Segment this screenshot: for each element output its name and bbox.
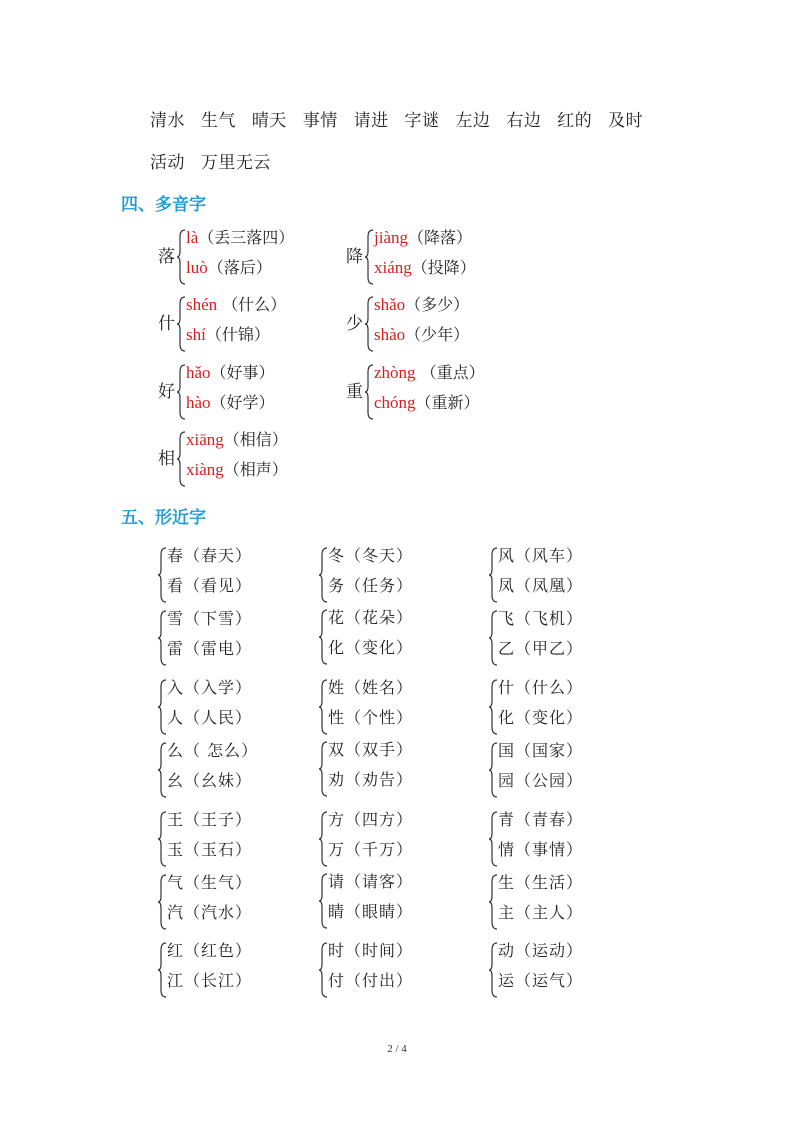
polyphone-char: 重 xyxy=(346,382,363,402)
brace-icon xyxy=(318,609,328,665)
pinyin: shǎo xyxy=(374,295,406,314)
reading-row xyxy=(186,430,288,450)
reading-row xyxy=(186,363,275,383)
char-entry: 汽（汽水） xyxy=(167,903,253,922)
similar-char-pair xyxy=(488,809,638,869)
pinyin: shí xyxy=(186,325,206,344)
word: 晴天 xyxy=(251,111,287,131)
similar-char-pair xyxy=(318,940,468,1000)
example-word: （多少） xyxy=(405,295,470,314)
char-entry: 乙（甲乙） xyxy=(498,639,584,658)
similar-char-pair xyxy=(157,740,307,800)
brace-icon xyxy=(488,742,498,798)
brace-icon xyxy=(157,679,167,735)
page-number: 2 / 4 xyxy=(387,1043,407,1055)
similar-char-pair xyxy=(488,740,638,800)
pinyin: xiāng xyxy=(186,430,224,449)
char-entry: 双（双手） xyxy=(328,740,414,759)
pinyin: là xyxy=(186,228,199,247)
char-entry: 动（运动） xyxy=(498,941,584,960)
pinyin: jiàng xyxy=(374,228,408,247)
brace-icon xyxy=(364,364,374,420)
reading-row xyxy=(186,393,275,413)
example-word: （降落） xyxy=(408,228,473,247)
char-entry: 时（时间） xyxy=(328,941,414,960)
char-entry: 运（运气） xyxy=(498,971,584,990)
polyphone-char: 降 xyxy=(346,247,363,267)
brace-icon xyxy=(364,229,374,285)
char-entry: 情（事情） xyxy=(498,840,584,859)
brace-icon xyxy=(318,811,328,867)
char-entry: 冬（冬天） xyxy=(328,546,414,565)
pinyin: hǎo xyxy=(186,363,211,382)
example-word: （相信） xyxy=(223,430,288,449)
char-entry: 雪（下雪） xyxy=(167,609,253,628)
word: 红的 xyxy=(557,111,593,131)
char-entry: 么（ 怎么） xyxy=(167,741,259,760)
char-entry: 春（春天） xyxy=(167,546,253,565)
char-entry: 青（青春） xyxy=(498,810,584,829)
pinyin: hào xyxy=(186,393,211,412)
example-word: （重点） xyxy=(415,363,485,382)
brace-icon xyxy=(488,610,498,666)
pinyin: chóng xyxy=(374,393,416,412)
reading-row xyxy=(186,460,288,480)
reading-row xyxy=(186,228,294,248)
word-list-line-1 xyxy=(150,106,653,131)
char-entry: 江（长江） xyxy=(167,971,253,990)
brace-icon xyxy=(176,296,186,352)
similar-char-pair xyxy=(318,545,468,605)
char-entry: 人（人民） xyxy=(167,708,253,727)
section-heading-polyphones: 四、多音字 xyxy=(121,195,206,215)
char-entry: 凤（凤凰） xyxy=(498,576,584,595)
example-word: （好学） xyxy=(210,393,275,412)
word: 字谜 xyxy=(404,111,440,131)
word: 左边 xyxy=(455,111,491,131)
word: 万里无云 xyxy=(200,153,271,173)
example-word: （落后） xyxy=(207,258,272,277)
pinyin: xiáng xyxy=(374,258,412,277)
similar-char-pair xyxy=(157,545,307,605)
polyphone-char: 少 xyxy=(346,314,363,334)
char-entry: 化（变化） xyxy=(498,708,584,727)
char-entry: 国（国家） xyxy=(498,741,584,760)
polyphone-group xyxy=(346,294,586,354)
example-word: （什锦） xyxy=(205,325,270,344)
char-entry: 花（花朵） xyxy=(328,608,414,627)
brace-icon xyxy=(176,364,186,420)
reading-row xyxy=(374,363,485,383)
reading-row xyxy=(374,258,476,278)
example-word: （少年） xyxy=(405,325,470,344)
char-entry: 入（入学） xyxy=(167,678,253,697)
similar-char-pair xyxy=(488,872,638,932)
similar-char-pair xyxy=(157,809,307,869)
char-entry: 王（王子） xyxy=(167,810,253,829)
brace-icon xyxy=(488,547,498,603)
word: 请进 xyxy=(353,111,389,131)
reading-row xyxy=(186,258,272,278)
similar-char-pair xyxy=(488,608,638,668)
word-list-line-2 xyxy=(150,148,281,173)
example-word: （投降） xyxy=(411,258,476,277)
example-word: （重新） xyxy=(415,393,480,412)
pinyin: shén xyxy=(186,295,218,314)
char-entry: 气（生气） xyxy=(167,873,253,892)
brace-icon xyxy=(318,741,328,797)
brace-icon xyxy=(157,742,167,798)
char-entry: 劝（劝告） xyxy=(328,770,414,789)
example-word: （丢三落四） xyxy=(198,228,295,247)
brace-icon xyxy=(364,296,374,352)
similar-char-pair xyxy=(157,940,307,1000)
char-entry: 姓（姓名） xyxy=(328,678,414,697)
brace-icon xyxy=(318,547,328,603)
polyphone-char: 什 xyxy=(158,314,175,334)
brace-icon xyxy=(488,942,498,998)
reading-row xyxy=(374,295,469,315)
pinyin: shào xyxy=(374,325,406,344)
word: 生气 xyxy=(200,111,236,131)
char-entry: 幺（幺妹） xyxy=(167,771,253,790)
brace-icon xyxy=(157,610,167,666)
char-entry: 玉（玉石） xyxy=(167,840,253,859)
similar-char-pair xyxy=(488,545,638,605)
similar-char-pair xyxy=(318,871,468,931)
char-entry: 请（请客） xyxy=(328,872,414,891)
section-heading-similar-characters: 五、形近字 xyxy=(121,508,206,528)
char-entry: 化（变化） xyxy=(328,638,414,657)
word: 及时 xyxy=(608,111,644,131)
char-entry: 方（四方） xyxy=(328,810,414,829)
brace-icon xyxy=(176,431,186,487)
char-entry: 务（任务） xyxy=(328,576,414,595)
example-word: （什么） xyxy=(217,295,287,314)
brace-icon xyxy=(318,873,328,929)
polyphone-char: 相 xyxy=(158,449,175,469)
char-entry: 风（风车） xyxy=(498,546,584,565)
similar-char-pair xyxy=(157,872,307,932)
char-entry: 雷（雷电） xyxy=(167,639,253,658)
brace-icon xyxy=(176,229,186,285)
similar-char-pair xyxy=(488,677,638,737)
brace-icon xyxy=(488,811,498,867)
pinyin: luò xyxy=(186,258,208,277)
reading-row xyxy=(374,228,472,248)
polyphone-char: 落 xyxy=(158,247,175,267)
reading-row xyxy=(186,325,270,345)
similar-char-pair xyxy=(318,739,468,799)
word: 事情 xyxy=(302,111,338,131)
char-entry: 付（付出） xyxy=(328,971,414,990)
polyphone-group xyxy=(346,362,586,422)
brace-icon xyxy=(318,942,328,998)
similar-char-pair xyxy=(318,809,468,869)
brace-icon xyxy=(318,679,328,735)
example-word: （好事） xyxy=(210,363,275,382)
pinyin: xiàng xyxy=(186,460,224,479)
word: 右边 xyxy=(506,111,542,131)
similar-char-pair xyxy=(157,608,307,668)
reading-row xyxy=(186,295,286,315)
polyphone-char: 好 xyxy=(158,382,175,402)
polyphone-group xyxy=(158,429,398,489)
brace-icon xyxy=(488,874,498,930)
brace-icon xyxy=(157,811,167,867)
brace-icon xyxy=(488,679,498,735)
word: 清水 xyxy=(150,111,185,131)
similar-char-pair xyxy=(318,607,468,667)
char-entry: 性（个性） xyxy=(328,708,414,727)
char-entry: 生（生活） xyxy=(498,873,584,892)
example-word: （相声） xyxy=(223,460,288,479)
char-entry: 什（什么） xyxy=(498,678,584,697)
reading-row xyxy=(374,325,469,345)
similar-char-pair xyxy=(488,940,638,1000)
reading-row xyxy=(374,393,480,413)
char-entry: 万（千万） xyxy=(328,840,414,859)
word: 活动 xyxy=(150,153,185,173)
char-entry: 睛（眼睛） xyxy=(328,902,414,921)
similar-char-pair xyxy=(157,677,307,737)
char-entry: 主（主人） xyxy=(498,903,584,922)
char-entry: 飞（飞机） xyxy=(498,609,584,628)
char-entry: 红（红色） xyxy=(167,941,253,960)
polyphone-group xyxy=(346,227,586,287)
similar-char-pair xyxy=(318,677,468,737)
brace-icon xyxy=(157,874,167,930)
brace-icon xyxy=(157,942,167,998)
pinyin: zhòng xyxy=(374,363,416,382)
char-entry: 看（看见） xyxy=(167,576,253,595)
brace-icon xyxy=(157,547,167,603)
char-entry: 园（公园） xyxy=(498,771,584,790)
